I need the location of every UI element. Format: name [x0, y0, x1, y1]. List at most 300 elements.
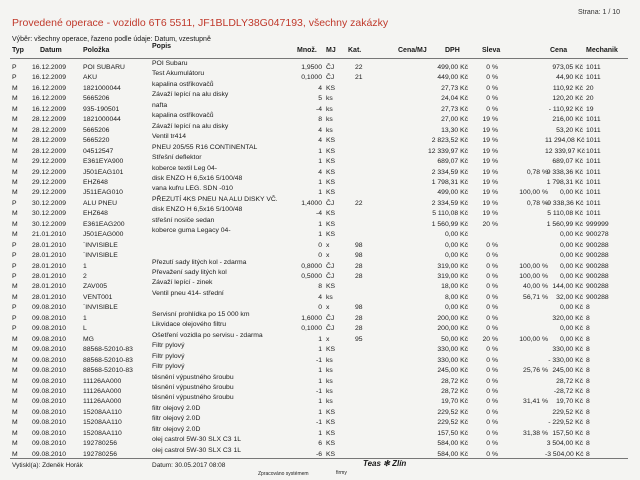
cell-polozka: 1821000044 [83, 116, 121, 124]
cell-mj: KS [326, 450, 336, 458]
cell-polozka: 5665220 [83, 137, 110, 145]
cell-mechanik: 19 [586, 105, 594, 113]
cell-typ: P [12, 74, 17, 82]
cell-typ: M [12, 95, 18, 103]
cell-kat: 28 [355, 325, 363, 333]
cell-mnoz: 0,5000 [301, 273, 322, 280]
cell-cena-mj: 2 334,59 Kč [431, 168, 468, 176]
cell-kat: 95 [355, 335, 363, 343]
cell-mj: KS [326, 158, 336, 166]
cell-polozka: 192780256 [83, 450, 118, 458]
cell-polozka: 1821000044 [83, 84, 121, 92]
cell-mnoz: -1 [315, 387, 322, 395]
table-row [0, 122, 640, 135]
cell-mechanik: 1011 [586, 178, 601, 186]
cell-popis: olej castrol 5W-30 SLX C3 1L [152, 436, 242, 444]
cell-cena-mj: 584,00 Kč [437, 440, 468, 448]
cell-polozka: J511EAG010 [83, 189, 123, 197]
cell-cena: 11 294,08 Kč [545, 137, 585, 145]
cell-cena-mj: 0,00 Kč [444, 304, 468, 312]
cell-popis: Střešní deflektor [152, 154, 202, 162]
cell-datum: 16.12.2009 [32, 64, 67, 71]
table-row [0, 279, 640, 291]
col-polozka: Položka [83, 47, 110, 54]
cell-popis: Servisní prohlídka po 15 000 km [152, 310, 250, 318]
cell-popis: kapalina ostřikovačů [152, 80, 214, 88]
cell-popis: koberce guma Legacy 04- [152, 227, 231, 235]
cell-popis: Likvidace olejového filtru [152, 321, 227, 329]
cell-datum: 28.01.2010 [32, 283, 67, 291]
cell-popis: filtr olejový 2.0D [152, 425, 201, 433]
cell-datum: 09.08.2010 [32, 346, 67, 354]
cell-polozka: 88568-52010-83 [83, 346, 133, 354]
cell-cena-mj: 584,00 Kč [437, 450, 468, 458]
cell-mj: KS [326, 220, 336, 228]
cell-cena-mj: 499,00 Kč [437, 189, 468, 197]
cell-mj: KS [326, 147, 336, 155]
cell-mechanik: 1011 [586, 147, 601, 155]
cell-datum: 28.12.2009 [32, 126, 67, 134]
cell-mnoz: 0 [318, 241, 322, 249]
cell-typ: P [12, 314, 17, 322]
cell-mj: KS [326, 346, 336, 354]
cell-typ: M [12, 335, 18, 343]
cell-datum: 09.08.2010 [32, 377, 67, 385]
cell-datum: 09.08.2010 [32, 408, 67, 416]
cell-polozka: E361EAG200 [83, 220, 125, 228]
cell-dph: 0 % [486, 346, 498, 354]
cell-mj: x [326, 335, 330, 343]
cell-cena-mj: 229,52 Kč [437, 408, 468, 416]
cell-mj: KS [326, 283, 336, 291]
cell-mj: ks [326, 116, 333, 124]
cell-mj: ks [326, 398, 333, 406]
cell-mechanik: 900288 [586, 241, 609, 249]
cell-polozka: VENT001 [83, 293, 113, 301]
cell-datum: 28.01.2010 [32, 293, 67, 301]
col-mj: MJ [326, 47, 336, 54]
cell-typ: P [12, 325, 17, 333]
cell-dph: 19 % [482, 189, 498, 197]
cell-cena-mj: 200,00 Kč [437, 325, 468, 333]
table-row [0, 373, 640, 386]
cell-cena-mj: 0,00 Kč [444, 231, 468, 239]
cell-polozka: 11126AA000 [83, 377, 122, 385]
cell-cena: 44,90 Kč [556, 74, 583, 82]
cell-mnoz: 4 [318, 126, 322, 134]
table-row [0, 258, 640, 271]
cell-mechanik: 900288 [586, 273, 609, 280]
cell-mechanik: 8 [586, 367, 590, 375]
cell-typ: M [12, 178, 18, 186]
cell-mechanik: 1011 [586, 168, 601, 176]
table-row [0, 310, 640, 323]
cell-typ: M [12, 440, 18, 448]
print-date: Datum: 30.05.2017 08:08 [152, 462, 226, 469]
cell-mj: ks [326, 356, 333, 364]
cell-mj: ks [326, 293, 333, 301]
cell-mj: ČJ [326, 199, 335, 207]
cell-cena-mj: 13,30 Kč [441, 126, 468, 134]
cell-dph: 0 % [486, 74, 498, 82]
cell-datum: 28.12.2009 [32, 116, 67, 124]
cell-mnoz: 1,6000 [301, 314, 322, 322]
cell-typ: M [12, 105, 18, 113]
cell-mechanik: 20 [586, 95, 594, 103]
cell-mechanik: 1011 [586, 158, 601, 166]
cell-cena-mj: 28,72 Kč [441, 387, 468, 395]
table-row [0, 70, 640, 82]
cell-cena-mj: 319,00 Kč [437, 262, 468, 270]
cell-kat: 22 [355, 199, 363, 207]
table-row [0, 195, 640, 208]
cell-mechanik: 900288 [586, 283, 609, 291]
cell-typ: M [12, 356, 18, 364]
company-label: firmy [336, 470, 347, 476]
cell-datum: 09.08.2010 [32, 335, 67, 343]
cell-mj: x [326, 241, 330, 249]
cell-cena: 0,00 Kč [559, 241, 583, 249]
cell-mechanik: 8 [586, 377, 590, 385]
cell-polozka: 11126AA000 [83, 398, 122, 406]
cell-mj: ČJ [326, 325, 335, 333]
table-row [0, 143, 640, 156]
cell-popis: disk ENZO H 6,5x16 5/100/48 [152, 174, 243, 182]
cell-mnoz: 1 [318, 220, 322, 228]
cell-typ: M [12, 116, 18, 124]
teas-logo: Teas ✻ Zlín [363, 459, 407, 468]
table-row [0, 112, 640, 124]
cell-cena: 0,00 Kč [559, 189, 583, 197]
cell-mechanik: 8 [586, 440, 590, 448]
cell-datum: 21.01.2010 [32, 231, 67, 239]
cell-sleva: 100,00 % [519, 189, 548, 197]
cell-datum: 09.08.2010 [32, 387, 67, 395]
table-row [0, 404, 640, 417]
cell-mechanik: 8 [586, 356, 590, 364]
cell-datum: 09.08.2010 [32, 429, 67, 437]
cell-polozka: `INVISIBLE [83, 241, 118, 249]
cell-kat: 98 [355, 304, 363, 312]
cell-typ: M [12, 293, 18, 301]
cell-typ: M [12, 84, 18, 92]
cell-cena: 157,50 Kč [552, 429, 583, 437]
cell-mnoz: 1 [318, 367, 322, 375]
page-number: Strana: 1 / 10 [577, 9, 620, 16]
cell-typ: P [12, 252, 17, 260]
cell-polozka: 2 [83, 273, 87, 280]
cell-mnoz: 8 [318, 116, 322, 124]
cell-kat: 28 [355, 273, 363, 280]
cell-dph: 0 % [486, 241, 498, 249]
cell-dph: 19 % [482, 116, 498, 124]
cell-mnoz: 1 [318, 158, 322, 166]
cell-sleva: 31,38 % [523, 429, 548, 437]
cell-cena-mj: 0,00 Kč [444, 241, 468, 249]
cell-popis: Závaží lepící na alu disky [152, 91, 229, 99]
cell-sleva: 56,71 % [523, 293, 548, 301]
cell-dph: 20 % [482, 335, 498, 343]
cell-mechanik: 1011 [586, 116, 601, 124]
cell-cena: - 330,00 Kč [548, 356, 583, 364]
cell-polozka: J501EAG101 [83, 168, 124, 176]
cell-datum: 09.08.2010 [32, 304, 67, 312]
cell-cena-mj: 2 823,52 Kč [431, 137, 468, 145]
cell-cena: 0,00 Kč [559, 304, 583, 312]
cell-mj: KS [326, 419, 336, 427]
cell-cena: 5 110,08 Kč [547, 210, 583, 218]
cell-polozka: POI SUBARU [83, 64, 125, 71]
table-row [0, 436, 640, 448]
cell-mnoz: 1 [318, 147, 322, 155]
cell-typ: M [12, 283, 18, 291]
cell-typ: P [12, 273, 17, 280]
cell-mnoz: 0 [318, 252, 322, 260]
cell-mnoz: 4 [318, 137, 322, 145]
cell-popis: těsnění výpustného šroubu [152, 383, 234, 391]
cell-mnoz: 1 [318, 231, 322, 239]
cell-mechanik: 8 [586, 408, 590, 416]
table-row [0, 227, 640, 239]
cell-mj: ks [326, 95, 333, 103]
cell-popis: střešní nosiče sedan [152, 216, 215, 224]
col-popis: Popis [152, 43, 172, 50]
table-row [0, 241, 640, 250]
table-row [0, 60, 640, 72]
cell-mj: ks [326, 105, 333, 113]
cell-cena-mj: 27,73 Kč [441, 84, 468, 92]
col-mnoz: Množ. [297, 47, 317, 54]
cell-popis: nafta [152, 101, 168, 109]
cell-typ: P [12, 199, 17, 207]
cell-polozka: MG [83, 335, 94, 343]
cell-popis: Ošetření vozidla po servisu - zdarma [152, 331, 263, 339]
col-kat: Kat. [348, 47, 362, 54]
cell-sleva: 100,00 % [519, 335, 548, 343]
cell-dph: 19 % [482, 210, 498, 218]
cell-datum: 28.01.2010 [32, 252, 67, 260]
cell-mnoz: 5 [318, 95, 322, 103]
col-sleva: Sleva [482, 47, 501, 54]
cell-cena-mj: 8,00 Kč [444, 293, 468, 301]
cell-cena-mj: 157,50 Kč [437, 429, 468, 437]
cell-mechanik: 8 [586, 304, 590, 312]
cell-mnoz: -4 [315, 105, 322, 113]
cell-dph: 0 % [486, 419, 498, 427]
cell-sleva: 25,76 % [523, 367, 548, 375]
cell-popis: Filtr pylový [152, 363, 185, 371]
cell-dph: 19 % [482, 178, 498, 186]
cell-mechanik: 900288 [586, 262, 609, 270]
cell-mechanik: 1011 [586, 189, 601, 197]
cell-typ: P [12, 304, 17, 312]
cell-cena: 9 338,36 Kč [546, 168, 583, 176]
cell-cena: 320,00 Kč [552, 314, 583, 322]
table-row [0, 425, 640, 438]
cell-kat: 98 [355, 252, 363, 260]
cell-cena-mj: 1 560,99 Kč [431, 220, 468, 228]
cell-mj: ks [326, 367, 333, 375]
cell-cena: 0,00 Kč [559, 231, 583, 239]
cell-datum: 28.12.2009 [32, 137, 67, 145]
table-row [0, 363, 640, 375]
cell-typ: P [12, 241, 17, 249]
cell-dph: 0 % [486, 325, 498, 333]
table-row [0, 164, 640, 177]
cell-mj: ČJ [326, 64, 335, 71]
cell-polozka: 1 [83, 314, 87, 322]
cell-mechanik: 8 [586, 387, 590, 395]
cell-dph: 0 % [486, 314, 498, 322]
cell-dph: 0 % [486, 64, 498, 71]
cell-popis: filtr olejový 2.0D [152, 415, 201, 423]
cell-cena-mj: 330,00 Kč [437, 356, 468, 364]
cell-cena: 53,20 Kč [556, 126, 583, 134]
cell-mj: KS [326, 84, 336, 92]
cell-cena: 110,92 Kč [552, 84, 583, 92]
table-row [0, 251, 640, 260]
cell-polozka: J501EAG000 [83, 231, 124, 239]
cell-datum: 29.12.2009 [32, 168, 67, 176]
cell-mj: KS [326, 178, 336, 186]
cell-cena: 0,00 Kč [559, 335, 583, 343]
cell-cena: 32,00 Kč [556, 293, 583, 301]
cell-popis: filtr olejový 2.0D [152, 404, 201, 412]
report-title: Provedené operace - vozidlo 6T6 5511, JF1BLDLY38G047193, všechny zakázky [12, 17, 389, 29]
cell-mechanik: 8 [586, 398, 590, 406]
cell-cena: 216,00 Kč [552, 116, 583, 124]
cell-dph: 0 % [486, 408, 498, 416]
cell-datum: 09.08.2010 [32, 398, 67, 406]
cell-dph: 0 % [486, 367, 498, 375]
cell-typ: M [12, 231, 18, 239]
cell-mnoz: 0,1000 [301, 74, 322, 82]
cell-cena-mj: 27,73 Kč [441, 105, 468, 113]
table-row [0, 91, 640, 103]
cell-dph: 0 % [486, 95, 498, 103]
cell-popis: Přezutí sady litých kol - zdarma [152, 258, 247, 266]
printed-by: Vytiskl(a): Zdeněk Horák [12, 462, 83, 469]
cell-mj: KS [326, 408, 336, 416]
table-row [0, 352, 640, 365]
cell-popis: Převažení sady litých kol [152, 269, 227, 276]
cell-mj: KS [326, 210, 336, 218]
cell-mj: ks [326, 387, 333, 395]
cell-polozka: E361EYA900 [83, 158, 124, 166]
cell-sleva: 31,41 % [523, 398, 548, 406]
cell-mnoz: 1 [318, 335, 322, 343]
cell-mj: ČJ [326, 74, 335, 82]
cell-datum: 16.12.2009 [32, 84, 67, 92]
cell-polozka: 192780256 [83, 440, 118, 448]
col-dph: DPH [445, 47, 460, 54]
cell-typ: M [12, 210, 18, 218]
cell-cena: -9 338,36 Kč [545, 199, 584, 207]
table-row [0, 303, 640, 312]
cell-dph: 0 % [486, 105, 498, 113]
cell-datum: 16.12.2009 [32, 74, 67, 82]
cell-cena: - 110,92 Kč [548, 105, 583, 113]
cell-mj: KS [326, 231, 336, 239]
cell-polozka: 935-190501 [83, 105, 120, 113]
cell-mnoz: 6 [318, 440, 322, 448]
cell-polozka: 5665206 [83, 95, 110, 103]
cell-cena-mj: 27,00 Kč [441, 116, 468, 124]
cell-mnoz: 4 [318, 168, 322, 176]
cell-datum: 30.12.2009 [32, 199, 67, 207]
cell-mnoz: 0,8000 [301, 262, 322, 270]
cell-polozka: AKU [83, 74, 97, 82]
cell-popis: koberce textil Leg 04- [152, 164, 217, 172]
cell-cena: 0,00 Kč [559, 252, 583, 260]
cell-mnoz: 0 [318, 304, 322, 312]
cell-mechanik: 8 [586, 419, 590, 427]
cell-dph: 0 % [486, 356, 498, 364]
cell-mechanik: 8 [586, 346, 590, 354]
cell-mnoz: 1 [318, 178, 322, 186]
cell-cena: 689,07 Kč [552, 158, 583, 166]
cell-mj: KS [326, 168, 336, 176]
cell-mechanik: 1011 [586, 74, 601, 82]
cell-mj: ČJ [326, 314, 335, 322]
cell-mnoz: 1 [318, 346, 322, 354]
cell-mechanik: 999999 [586, 220, 609, 228]
cell-polozka: EHZ648 [83, 178, 108, 186]
cell-mechanik: 1011 [586, 64, 601, 71]
cell-typ: M [12, 429, 18, 437]
cell-mj: KS [326, 137, 336, 145]
table-row [0, 383, 640, 396]
cell-sleva: 0,78 % [526, 199, 548, 207]
cell-mnoz: 1 [318, 377, 322, 385]
cell-cena: -28,72 Kč [553, 387, 583, 395]
cell-cena-mj: 28,72 Kč [441, 377, 468, 385]
cell-cena: 144,00 Kč [552, 283, 583, 291]
cell-typ: P [12, 262, 17, 270]
cell-cena: 28,72 Kč [556, 377, 583, 385]
cell-typ: M [12, 377, 18, 385]
cell-typ: M [12, 346, 18, 354]
cell-cena-mj: 1 798,31 Kč [431, 178, 468, 186]
table-row [0, 415, 640, 427]
table-row [0, 342, 640, 354]
cell-cena-mj: 229,52 Kč [437, 419, 468, 427]
cell-cena-mj: 5 110,08 Kč [432, 210, 468, 218]
cell-typ: M [12, 126, 18, 134]
col-typ: Typ [12, 47, 24, 54]
cell-popis: Ventil tr414 [152, 133, 187, 141]
cell-cena-mj: 0,00 Kč [444, 252, 468, 260]
cell-mnoz: 1 [318, 189, 322, 197]
filter-description: Výběr: všechny operace, řazeno podle údaje: Datum, vzestupně [12, 36, 211, 43]
cell-cena: 245,00 Kč [552, 367, 583, 375]
cell-dph: 0 % [486, 440, 498, 448]
cell-cena: 0,00 Kč [559, 325, 583, 333]
cell-dph: 19 % [482, 126, 498, 134]
cell-mj: x [326, 252, 330, 260]
cell-datum: 29.12.2009 [32, 158, 67, 166]
cell-cena-mj: 330,00 Kč [437, 346, 468, 354]
cell-datum: 30.12.2009 [32, 210, 67, 218]
cell-typ: M [12, 189, 18, 197]
cell-mechanik: 8 [586, 335, 590, 343]
cell-cena-mj: 24,04 Kč [441, 95, 468, 103]
cell-sleva: 100,00 % [519, 273, 548, 280]
table-row [0, 101, 640, 114]
cell-cena-mj: 319,00 Kč [437, 273, 468, 280]
cell-mj: ČJ [326, 262, 335, 270]
cell-typ: M [12, 419, 18, 427]
